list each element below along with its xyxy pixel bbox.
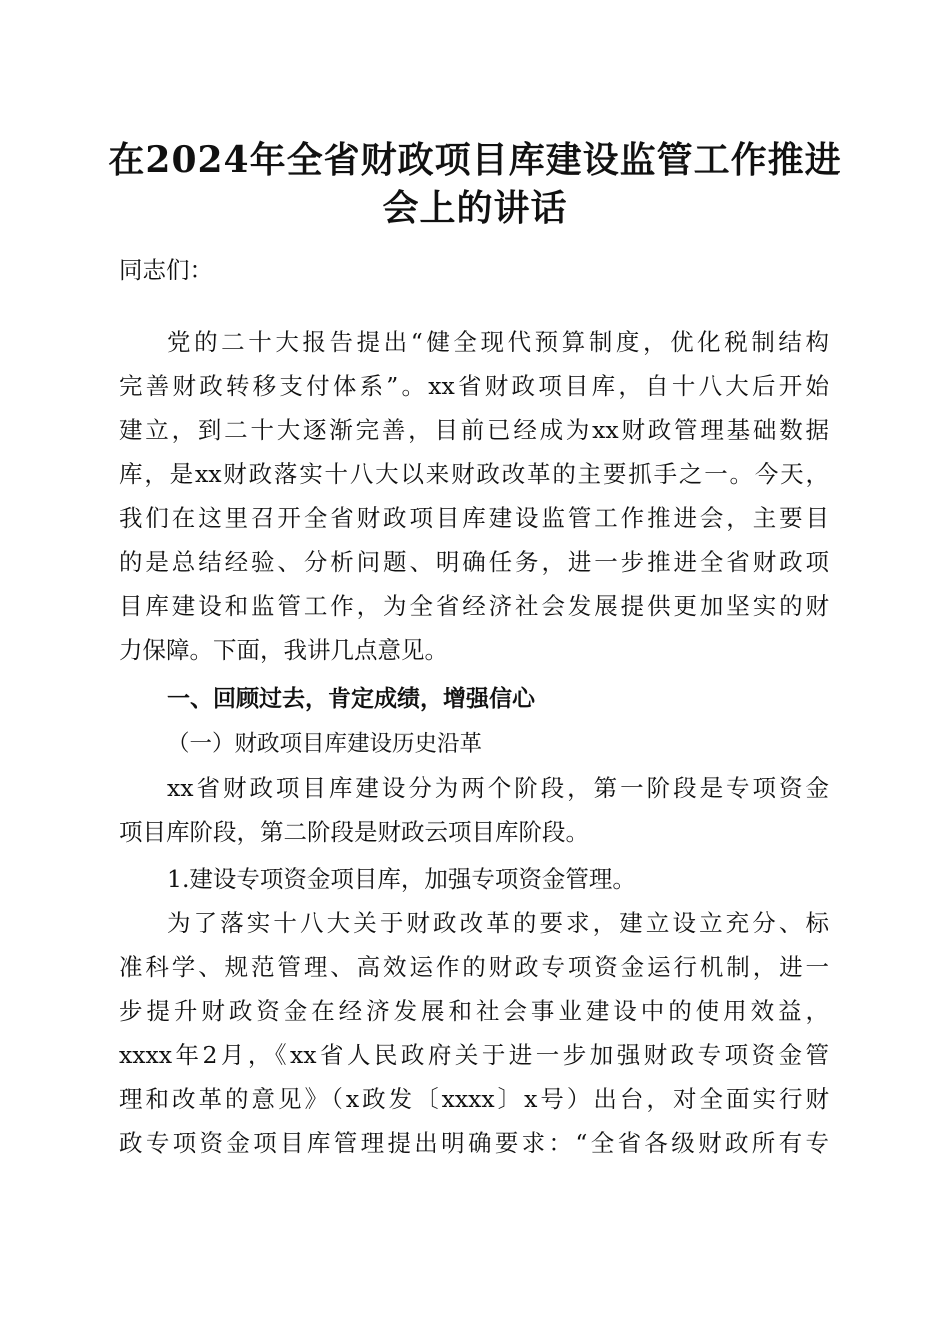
paragraph-3-line-5: 理和改革的意见》（x政发〔xxxx〕x号）出台，对全面实行财 [119,1085,829,1113]
paragraph-1-line-1: 党的二十大报告提出“健全现代预算制度，优化税制结构 [167,328,829,356]
paragraph-2-line-1: xx省财政项目库建设分为两个阶段，第一阶段是专项资金 [167,774,829,802]
paragraph-1-line-7: 目库建设和监管工作，为全省经济社会发展提供更加坚实的财 [119,592,829,620]
paragraph-3-line-1: 为了落实十八大关于财政改革的要求，建立设立充分、标 [167,909,829,937]
document-title-line-2: 会上的讲话 [382,187,568,229]
subsection-heading-1: （一）财政项目库建设历史沿革 [167,731,483,757]
paragraph-1-line-4: 库，是xx财政落实十八大以来财政改革的主要抓手之一。今天， [119,460,829,488]
paragraph-3-line-4: xxxx年2月，《xx省人民政府关于进一步加强财政专项资金管 [119,1041,829,1069]
paragraph-1-line-2: 完善财政转移支付体系”。xx省财政项目库，自十八大后开始 [119,372,829,400]
section-heading-1: 一、回顾过去，肯定成绩，增强信心 [167,686,535,712]
paragraph-1-line-8: 力保障。下面，我讲几点意见。 [119,636,448,664]
document-title-line-1: 在2024年全省财政项目库建设监管工作推进 [108,139,842,181]
paragraph-1-line-3: 建立，到二十大逐渐完善，目前已经成为xx财政管理基础数据 [119,416,829,444]
paragraph-1-line-5: 我们在这里召开全省财政项目库建设监管工作推进会，主要目 [119,504,829,532]
paragraph-2-line-2: 项目库阶段，第二阶段是财政云项目库阶段。 [119,818,589,846]
paragraph-3-line-3: 步提升财政资金在经济发展和社会事业建设中的使用效益， [119,997,829,1025]
paragraph-3-line-2: 准科学、规范管理、高效运作的财政专项资金运行机制，进一 [119,953,829,981]
paragraph-3-line-6: 政专项资金项目库管理提出明确要求：“全省各级财政所有专 [119,1129,829,1157]
salutation: 同志们： [119,256,213,284]
list-item-1: 1.建设专项资金项目库，加强专项资金管理。 [167,865,636,893]
paragraph-1-line-6: 的是总结经验、分析问题、明确任务，进一步推进全省财政项 [119,548,829,576]
